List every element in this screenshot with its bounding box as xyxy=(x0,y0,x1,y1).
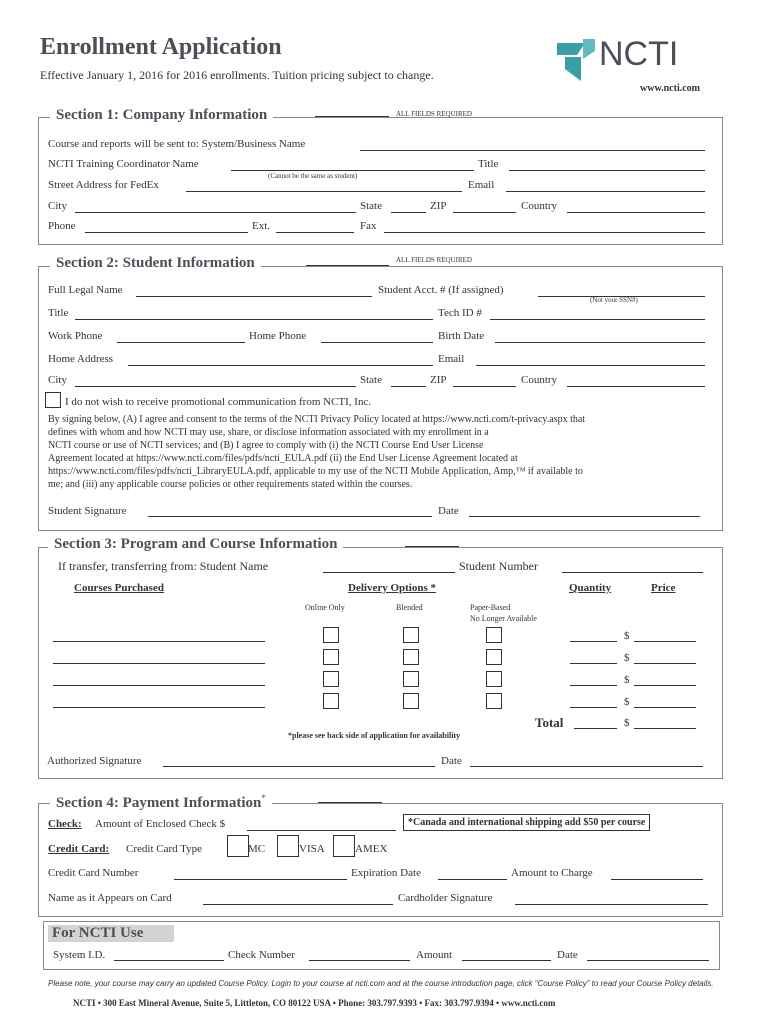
course-policy-note: Please note, your course may carry an updated Course Policy. Login to your course at ncti.com and at the course introduction page, click “Course Policy” to read your Course Policy details. xyxy=(48,979,714,988)
card-type-mc-checkbox[interactable] xyxy=(227,835,249,857)
header-url: www.ncti.com xyxy=(640,83,700,94)
course-row-1-blended-checkbox[interactable] xyxy=(403,627,419,643)
section-1-title-rule xyxy=(315,116,389,117)
s1-city-field[interactable] xyxy=(75,212,356,213)
course-row-4-price-field[interactable] xyxy=(634,707,696,708)
amount-charge-field[interactable] xyxy=(611,879,703,880)
card-number-label: Credit Card Number xyxy=(48,867,139,879)
section-3-title: Section 3: Program and Course Information xyxy=(48,536,343,553)
course-row-4-name-field[interactable] xyxy=(53,707,265,708)
s1-country-label: Country xyxy=(521,200,558,212)
work-phone-field[interactable] xyxy=(117,342,245,343)
ncti-use-title: For NCTI Use xyxy=(48,925,174,942)
ncti-amount-label: Amount xyxy=(416,949,453,961)
transfer-label: If transfer, transferring from: Student Name xyxy=(58,559,269,573)
acct-note: (Not your SSN#) xyxy=(590,296,638,304)
s3-date-label: Date xyxy=(441,755,462,767)
course-row-1-name-field[interactable] xyxy=(53,641,265,642)
col-quantity: Quantity xyxy=(569,582,612,594)
section-4-title-text: Section 4: Payment Information xyxy=(56,795,262,811)
s2-country-label: Country xyxy=(521,374,558,386)
availability-note: *please see back side of application for availability xyxy=(288,731,461,740)
consent-line-6: me; and (iii) any applicable course policies or other requirements stated within the courses. xyxy=(48,479,413,490)
tech-id-label: Tech ID # xyxy=(438,307,482,319)
full-name-label: Full Legal Name xyxy=(48,284,123,296)
ncti-date-label: Date xyxy=(557,949,578,961)
name-on-card-label: Name as it Appears on Card xyxy=(48,892,172,904)
s1-phone-label: Phone xyxy=(48,220,76,232)
section-1-all-fields: ALL FIELDS REQUIRED xyxy=(396,110,472,118)
total-dollar: $ xyxy=(624,717,630,729)
card-type-mc-label: MC xyxy=(248,843,266,855)
authorized-signature-field[interactable] xyxy=(163,766,435,767)
transfer-name-field[interactable] xyxy=(323,572,455,573)
s2-city-field[interactable] xyxy=(75,386,356,387)
birth-date-label: Birth Date xyxy=(438,330,485,342)
s1-fax-label: Fax xyxy=(360,220,377,232)
course-row-1-online-checkbox[interactable] xyxy=(323,627,339,643)
s2-date-field[interactable] xyxy=(469,516,700,517)
course-row-2-dollar: $ xyxy=(624,652,630,664)
coordinator-field[interactable] xyxy=(231,170,474,171)
section-4-title-star: * xyxy=(261,793,266,803)
course-row-2-name-field[interactable] xyxy=(53,663,265,664)
course-row-3-online-checkbox[interactable] xyxy=(323,671,339,687)
check-number-label: Check Number xyxy=(228,949,295,961)
full-name-field[interactable] xyxy=(136,296,372,297)
shipping-note: *Canada and international shipping add $50 per course xyxy=(403,814,650,831)
course-row-3-name-field[interactable] xyxy=(53,685,265,686)
system-id-label: System I.D. xyxy=(53,949,106,961)
course-row-2-price-field[interactable] xyxy=(634,663,696,664)
consent-line-3: NCTI course or use of NCTI services; and (B) I agree to comply with (i) the NCTI Course End User License xyxy=(48,440,484,451)
course-reports-label: Course and reports will be sent to: System/Business Name xyxy=(48,138,306,150)
course-row-3-dollar: $ xyxy=(624,674,630,686)
work-phone-label: Work Phone xyxy=(48,330,103,342)
expiration-label: Expiration Date xyxy=(351,867,421,879)
home-address-label: Home Address xyxy=(48,353,114,365)
check-number-field[interactable] xyxy=(309,960,410,961)
s2-state-label: State xyxy=(360,374,382,386)
section-2-title: Section 2: Student Information xyxy=(50,255,261,272)
coordinator-label: NCTI Training Coordinator Name xyxy=(48,158,199,170)
s1-state-field[interactable] xyxy=(391,212,426,213)
consent-line-4: Agreement located at https://www.ncti.com/files/pdfs/ncti_EULA.pdf (ii) the End User License Agreement located at xyxy=(48,453,518,464)
home-phone-label: Home Phone xyxy=(249,330,307,342)
home-phone-field[interactable] xyxy=(321,342,433,343)
section-2-title-rule xyxy=(306,265,389,266)
s1-country-field[interactable] xyxy=(567,212,705,213)
course-row-2-blended-checkbox[interactable] xyxy=(403,649,419,665)
footer-address: NCTI • 300 East Mineral Avenue, Suite 5, Littleton, CO 80122 USA • Phone: 303.797.9393 • Fax: 303.797.9394 • www.ncti.com xyxy=(73,998,556,1008)
section-3-title-rule xyxy=(405,546,459,547)
section-1-title: Section 1: Company Information xyxy=(50,107,273,124)
page-title: Enrollment Application xyxy=(40,34,282,60)
course-row-4-paper-checkbox[interactable] xyxy=(486,693,502,709)
page-subtitle: Effective January 1, 2016 for 2016 enrollments. Tuition pricing subject to change. xyxy=(40,68,434,82)
business-name-field[interactable] xyxy=(360,150,705,151)
total-label: Total xyxy=(535,715,564,730)
card-number-field[interactable] xyxy=(174,879,347,880)
s1-ext-field[interactable] xyxy=(276,232,354,233)
section-2-all-fields: ALL FIELDS REQUIRED xyxy=(396,256,472,264)
coordinator-note: (Cannot be the same as student) xyxy=(268,172,358,180)
student-signature-label: Student Signature xyxy=(48,505,127,517)
card-type-visa-label: VISA xyxy=(299,843,325,855)
student-number-field[interactable] xyxy=(562,572,703,573)
s1-ext-label: Ext. xyxy=(252,220,271,232)
ncti-amount-field[interactable] xyxy=(462,960,551,961)
course-row-4-dollar: $ xyxy=(624,696,630,708)
col-price: Price xyxy=(651,582,676,594)
s2-title-label: Title xyxy=(48,307,69,319)
total-quantity-field[interactable] xyxy=(574,728,617,729)
street-field[interactable] xyxy=(186,191,462,192)
section-4-title-rule xyxy=(318,802,382,803)
birth-date-field[interactable] xyxy=(495,342,705,343)
amount-enclosed-label: Amount of Enclosed Check $ xyxy=(95,818,226,830)
s2-city-label: City xyxy=(48,374,67,386)
promo-opt-out-label: I do not wish to receive promotional communication from NCTI, Inc. xyxy=(65,396,372,408)
course-row-4-online-checkbox[interactable] xyxy=(323,693,339,709)
col-courses-purchased: Courses Purchased xyxy=(74,582,164,594)
course-row-3-paper-checkbox[interactable] xyxy=(486,671,502,687)
s1-title-label: Title xyxy=(478,158,499,170)
authorized-signature-label: Authorized Signature xyxy=(47,755,142,767)
s1-title-field[interactable] xyxy=(509,170,705,171)
promo-opt-out-checkbox[interactable] xyxy=(45,392,61,408)
tech-id-field[interactable] xyxy=(490,319,705,320)
s3-date-field[interactable] xyxy=(470,766,703,767)
amount-charge-label: Amount to Charge xyxy=(511,867,593,879)
course-row-3-price-field[interactable] xyxy=(634,685,696,686)
name-on-card-field[interactable] xyxy=(203,904,393,905)
total-price-field[interactable] xyxy=(634,728,696,729)
s1-email-label: Email xyxy=(468,179,495,191)
cardholder-signature-label: Cardholder Signature xyxy=(398,892,493,904)
amount-enclosed-field[interactable] xyxy=(247,830,396,831)
s2-state-field[interactable] xyxy=(391,386,426,387)
logo-text: NCTI xyxy=(599,35,679,73)
course-row-4-blended-checkbox[interactable] xyxy=(403,693,419,709)
student-signature-field[interactable] xyxy=(148,516,432,517)
course-row-1-price-field[interactable] xyxy=(634,641,696,642)
course-row-1-quantity-field[interactable] xyxy=(570,641,617,642)
cardholder-signature-field[interactable] xyxy=(515,904,708,905)
s1-email-field[interactable] xyxy=(506,191,705,192)
check-label: Check: xyxy=(48,818,82,830)
course-row-1-paper-checkbox[interactable] xyxy=(486,627,502,643)
course-row-2-online-checkbox[interactable] xyxy=(323,649,339,665)
s1-state-label: State xyxy=(360,200,382,212)
opt-blended: Blended xyxy=(396,603,423,612)
opt-online-only: Online Only xyxy=(305,603,345,612)
consent-line-2: defines with whom and how NCTI may use, share, or disclose information associated with my enrollment in a xyxy=(48,427,489,438)
ncti-logo xyxy=(555,35,720,83)
ncti-date-field[interactable] xyxy=(587,960,709,961)
card-type-amex-label: AMEX xyxy=(355,843,388,855)
course-row-3-blended-checkbox[interactable] xyxy=(403,671,419,687)
course-row-1-dollar: $ xyxy=(624,630,630,642)
s2-zip-field[interactable] xyxy=(453,386,516,387)
expiration-field[interactable] xyxy=(438,879,507,880)
student-number-label: Student Number xyxy=(459,559,538,573)
col-delivery-options: Delivery Options * xyxy=(348,582,436,594)
card-type-label: Credit Card Type xyxy=(126,843,203,855)
course-row-3-quantity-field[interactable] xyxy=(570,685,617,686)
acct-label: Student Acct. # (If assigned) xyxy=(378,284,504,296)
s1-fax-field[interactable] xyxy=(384,232,705,233)
course-row-2-quantity-field[interactable] xyxy=(570,663,617,664)
s1-zip-label: ZIP xyxy=(430,200,447,212)
section-4-title xyxy=(50,793,272,812)
home-address-field[interactable] xyxy=(128,365,433,366)
opt-paper-based: Paper-Based xyxy=(470,603,511,612)
s2-email-field[interactable] xyxy=(476,365,705,366)
card-type-visa-checkbox[interactable] xyxy=(277,835,299,857)
card-type-amex-checkbox[interactable] xyxy=(333,835,355,857)
s1-city-label: City xyxy=(48,200,67,212)
street-label: Street Address for FedEx xyxy=(48,179,159,191)
s2-title-field[interactable] xyxy=(75,319,433,320)
s2-country-field[interactable] xyxy=(567,386,705,387)
s2-date-label: Date xyxy=(438,505,459,517)
s1-phone-field[interactable] xyxy=(85,232,248,233)
credit-card-label: Credit Card: xyxy=(48,843,110,855)
consent-line-5: https://www.ncti.com/files/pdfs/ncti_LibraryEULA.pdf, applicable to my use of the NCTI Mobile Application, Amp,™ if available to xyxy=(48,466,583,477)
consent-line-1: By signing below, (A) I agree and consent to the terms of the NCTI Privacy Policy located at https://www.ncti.com/t-privacy.aspx that xyxy=(48,414,586,425)
s2-zip-label: ZIP xyxy=(430,374,447,386)
s2-email-label: Email xyxy=(438,353,465,365)
opt-no-longer-available: No Longer Available xyxy=(470,614,537,623)
course-row-2-paper-checkbox[interactable] xyxy=(486,649,502,665)
course-row-4-quantity-field[interactable] xyxy=(570,707,617,708)
s1-zip-field[interactable] xyxy=(453,212,516,213)
ncti-logo-icon xyxy=(555,35,720,83)
system-id-field[interactable] xyxy=(114,960,224,961)
